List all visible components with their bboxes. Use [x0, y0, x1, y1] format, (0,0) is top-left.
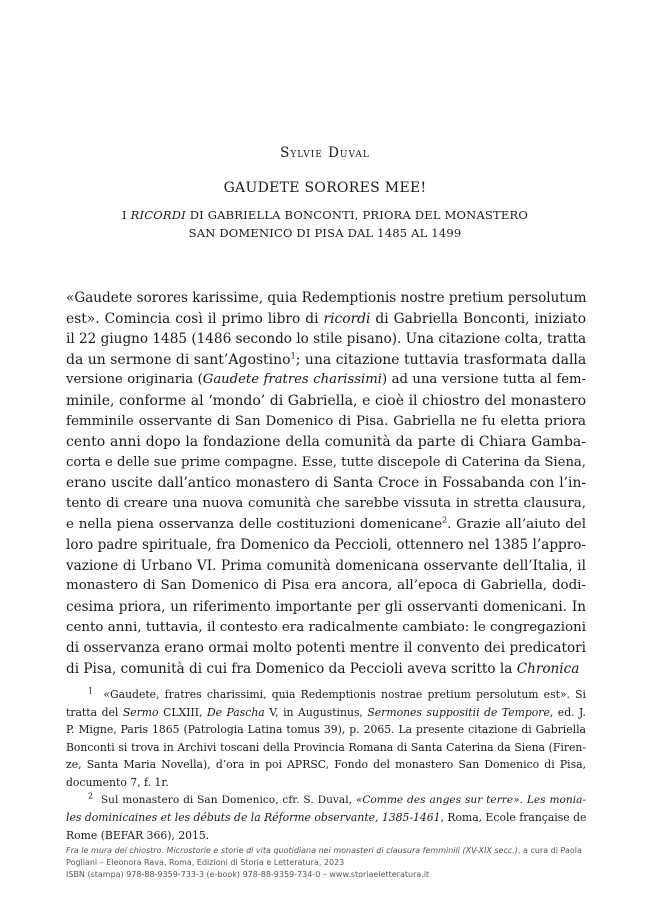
- publication-footer: [66, 845, 586, 881]
- body-line: cento anni dopo la fondazione della comunità da parte di Chiara Gamba-: [66, 434, 586, 451]
- body-line: loro padre spirituale, fra Domenico da Peccioli, ottennero nel 1385 l’appro-: [66, 537, 586, 554]
- body-line: il 22 giugno 1485 (1486 secondo lo stile pisano). Una citazione colta, tratta: [66, 331, 587, 348]
- footer-isbn-line: ISBN (stampa) 978-88-9359-733-3 (e-book) 978-88-9359-734-0 – www.storiaeletteratura.it: [66, 870, 430, 879]
- body-line: cesima priora, un riferimento importante per gli osservanti domenicani. In: [66, 598, 586, 615]
- footnote-1-line: tratta del Sermo CLXIII, De Pascha V, in Augustinus, Sermones suppositii de Tempore, ed. J.: [66, 705, 586, 719]
- author-name: Sylvie Duval: [280, 145, 370, 161]
- footnote-1-line: documento 7, f. 1r.: [66, 775, 169, 789]
- body-line: di osservanza erano ormai molto potenti mentre il convento dei predicatori: [66, 640, 586, 657]
- body-line: corta e delle sue prime compagne. Esse, tutte discepole di Caterina da Siena,: [66, 454, 586, 470]
- chapter-title: GAUDETE SORORES MEE!: [223, 180, 427, 196]
- footnote-1-line: ze, Santa Maria Novella), d’ora in poi APRSC, Fondo del monastero San Domenico di Pisa,: [66, 758, 586, 772]
- footnote-2-line: les dominicaines et les débuts de la Réforme observante, 1385-1461, Roma, Ecole française de: [66, 811, 587, 825]
- body-line: minile, conforme al ‘mondo’ di Gabriella, e cioè il chiostro del monastero: [66, 392, 586, 409]
- body-line: tento di creare una nuova comunità che sarebbe vissuta in stretta clausura,: [66, 495, 586, 511]
- subtitle-italic-word: RICORDI: [130, 208, 186, 222]
- footnote-1-line: $^1$ «Gaudete, fratres charissimi, quia Redemptionis nostrae pretium persolutum est». Si: [88, 686, 586, 701]
- body-line: da un sermone di sant’Agostino$^1$; una citazione tuttavia trasformata dalla: [66, 351, 587, 368]
- footer-line-1: Fra le mura del chiostro. Microstorie e storie di vita quotidiana nei monasteri di clausura femminili (XV-XIX secc.), a cura di Paola: [66, 846, 582, 855]
- footnotes: [66, 686, 586, 844]
- body-line: monastero di San Domenico di Pisa era ancora, all’epoca di Gabriella, dodi-: [66, 578, 586, 594]
- subtitle-line-2: SAN DOMENICO DI PISA DAL 1485 AL 1499: [188, 226, 462, 240]
- footnote-2-line: $^2$ Sul monastero di San Domenico, cfr. S. Duval, «Comme des anges sur terre». Les monia-: [88, 791, 586, 806]
- footnote-2-line: Rome (BEFAR 366), 2015.: [66, 828, 210, 842]
- footnote-ref-1[interactable]: 1: [290, 351, 296, 361]
- body-line: est». Comincia così il primo libro di ricordi di Gabriella Bonconti, iniziato: [66, 310, 587, 327]
- body-line: cento anni, tuttavia, il contesto era radicalmente cambiato: le congregazioni: [66, 619, 586, 635]
- body-line: femminile osservante di San Domenico di Pisa. Gabriella ne fu eletta priora: [66, 413, 586, 429]
- body-line: di Pisa, comunità di cui fra Domenico da Peccioli aveva scritto la Chronica: [66, 660, 580, 677]
- body-line: e nella piena osservanza delle costituzioni domenicane$^2$. Grazie all’aiuto del: [66, 515, 586, 532]
- body-line: vazione di Urbano VI. Prima comunità domenicana osservante dell’Italia, il: [66, 557, 586, 574]
- subtitle-line-1: I RICORDI DI GABRIELLA BONCONTI, PRIORA DEL MONASTERO: [122, 208, 528, 222]
- body-line: erano uscite dall’antico monastero di Santa Croce in Fossabanda con l’in-: [66, 475, 586, 492]
- footnote-1-line: Bonconti si trova in Archivi toscani della Provincia Romana di Santa Caterina da Siena (Firen-: [66, 740, 586, 754]
- chapter-subtitle: [0, 206, 650, 242]
- body-text: [66, 288, 586, 679]
- footnote-1-line: P. Migne, Paris 1865 (Patrologia Latina tomus 39), p. 2065. La presente citazione di Gabriella: [66, 723, 586, 737]
- footnote-ref-2[interactable]: 2: [442, 515, 448, 525]
- body-line: versione originaria (Gaudete fratres charissimi) ad una versione tutta al fem-: [66, 372, 587, 388]
- footnote-number-2: 2: [88, 791, 94, 801]
- body-line: «Gaudete sorores karissime, quia Redemptionis nostre pretium persolutum: [66, 290, 587, 306]
- footnote-number-1: 1: [88, 686, 94, 696]
- footer-line-2: Pogliani – Eleonora Rava, Roma, Edizioni di Storia e Letteratura, 2023: [66, 858, 345, 867]
